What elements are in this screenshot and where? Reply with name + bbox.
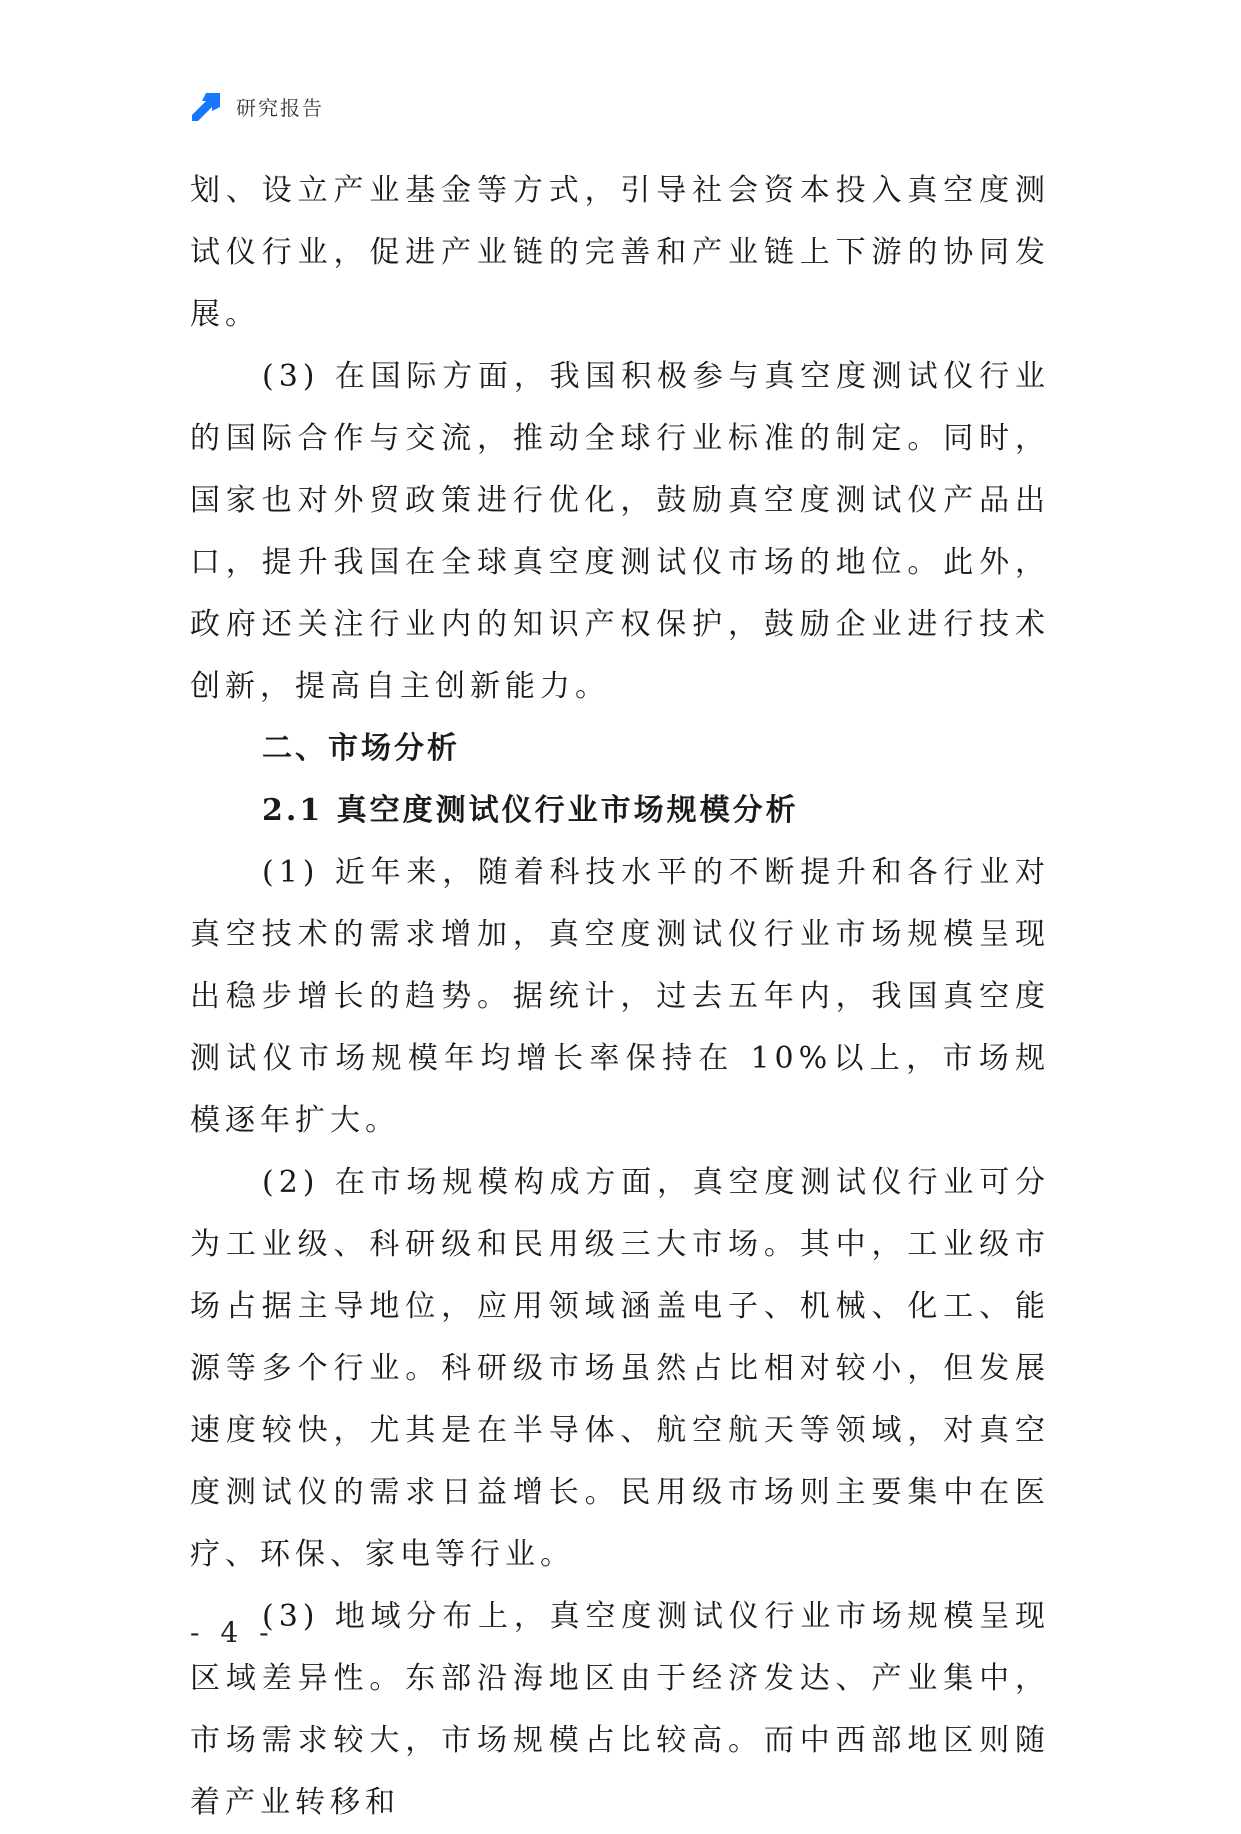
- page-number: - 4 -: [190, 1616, 275, 1649]
- paragraph-continued: 划、设立产业基金等方式，引导社会资本投入真空度测试仪行业，促进产业链的完善和产业链上下游的协同发展。: [190, 173, 1050, 332]
- arrow-up-right-logo-icon: [190, 89, 224, 123]
- header-title: 研究报告: [236, 95, 324, 120]
- section-heading: 二、市场分析: [262, 731, 460, 766]
- paragraph-international: (3) 在国际方面，我国积极参与真空度测试仪行业的国际合作与交流，推动全球行业标准的制定。同时，国家也对外贸政策进行优化，鼓励真空度测试仪产品出口，提升我国在全球真空度测试仪市场的地位。此外，政府还关注行业内的知识产权保护，鼓励企业进行技术创新，提高自主创新能力。: [190, 359, 1050, 704]
- paragraph-market-composition: (2) 在市场规模构成方面，真空度测试仪行业可分为工业级、科研级和民用级三大市场。其中，工业级市场占据主导地位，应用领域涵盖电子、机械、化工、能源等多个行业。科研级市场虽然占比相对较小，但发展速度较快，尤其是在半导体、航空航天等领域，对真空度测试仪的需求日益增长。民用级市场则主要集中在医疗、环保、家电等行业。: [190, 1165, 1050, 1572]
- report-header: [190, 88, 324, 124]
- paragraph-market-growth: (1) 近年来，随着科技水平的不断提升和各行业对真空技术的需求增加，真空度测试仪行业市场规模呈现出稳步增长的趋势。据统计，过去五年内，我国真空度测试仪市场规模年均增长率保持在 10%以上，市场规模逐年扩大。: [190, 855, 1050, 1138]
- paragraph-regional-distribution: (3) 地域分布上，真空度测试仪行业市场规模呈现区域差异性。东部沿海地区由于经济发达、产业集中，市场需求较大，市场规模占比较高。而中西部地区则随着产业转移和: [190, 1599, 1050, 1820]
- document-body: [190, 160, 1050, 1834]
- subsection-heading: 2.1 真空度测试仪行业市场规模分析: [262, 793, 799, 828]
